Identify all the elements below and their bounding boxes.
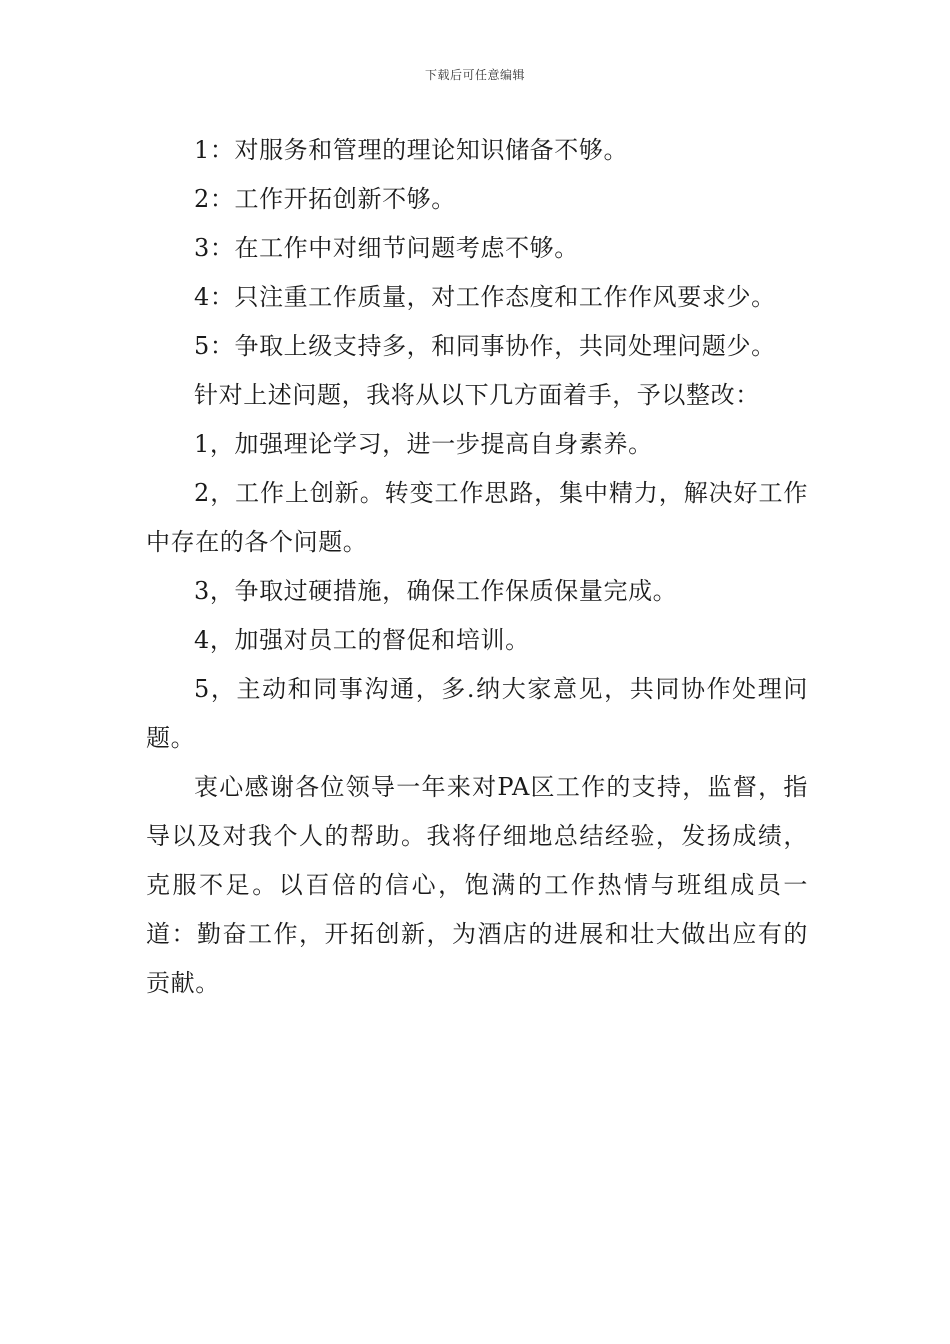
- paragraph-issue-5: 5：争取上级支持多，和同事协作，共同处理问题少。: [194, 332, 776, 360]
- paragraph-remedy-2: 2，工作上创新。转变工作思路，集中精力，解决好工作中存在的各个问题。: [146, 479, 808, 556]
- document-body: [146, 126, 808, 1008]
- paragraph-closing: 衷心感谢各位领导一年来对PA区工作的支持，监督，指导以及对我个人的帮助。我将仔细地总结经验，发扬成绩，克服不足。以百倍的信心，饱满的工作热情与班组成员一道：勤奋工作，开拓创新，为酒店的进展和壮大做出应有的贡献。: [146, 773, 808, 997]
- paragraph-remedy-5: 5，主动和同事沟通，多.纳大家意见，共同协作处理问题。: [146, 675, 808, 752]
- paragraph-issue-3: 3：在工作中对细节问题考虑不够。: [194, 234, 579, 262]
- paragraph-remedy-4: 4，加强对员工的督促和培训。: [194, 626, 530, 654]
- paragraph-issue-4: 4：只注重工作质量，对工作态度和工作作风要求少。: [194, 283, 776, 311]
- paragraph-intro-remedies: 针对上述问题，我将从以下几方面着手，予以整改：: [194, 381, 760, 409]
- paragraph-issue-2: 2：工作开拓创新不够。: [194, 185, 456, 213]
- paragraph-remedy-3: 3，争取过硬措施，确保工作保质保量完成。: [194, 577, 678, 605]
- header-note: 下载后可任意编辑: [424, 68, 525, 82]
- paragraph-remedy-1: 1，加强理论学习，进一步提高自身素养。: [194, 430, 653, 458]
- paragraph-issue-1: 1：对服务和管理的理论知识储备不够。: [194, 136, 629, 164]
